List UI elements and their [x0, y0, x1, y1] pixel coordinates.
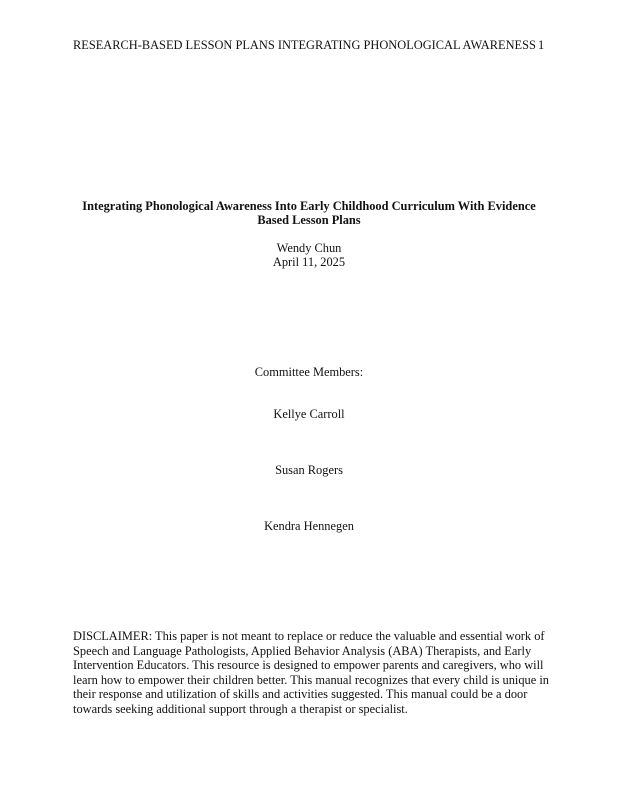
disclaimer-line: DISCLAIMER: This paper is not meant to replace or reduce the valuable and essential work of: [73, 629, 545, 643]
committee-member: Kellye Carroll: [273, 407, 345, 421]
disclaimer-line: Speech and Language Pathologists, Applied Behavior Analysis (ABA) Therapists, and Early: [73, 643, 532, 658]
disclaimer-line: towards seeking additional support through a therapist or specialist.: [73, 701, 408, 716]
disclaimer-paragraph: [73, 629, 549, 717]
date: April 11, 2025: [272, 255, 346, 269]
disclaimer-line: their response and utilization of skills and activities suggested. This manual could be a door: [73, 687, 528, 702]
disclaimer-line: Intervention Educators. This resource is designed to empower parents and caregivers, who will: [73, 658, 544, 673]
committee-member: Susan Rogers: [275, 463, 343, 477]
title-line-2: Based Lesson Plans: [257, 213, 361, 227]
disclaimer-line: learn how to empower their children better. This manual recognizes that every child is unique in: [73, 672, 549, 687]
committee-member: Kendra Hennegen: [264, 519, 354, 533]
author-name: Wendy Chun: [276, 241, 342, 255]
running-head: RESEARCH-BASED LESSON PLANS INTEGRATING PHONOLOGICAL AWARENESS: [73, 38, 536, 52]
title-line-1: Integrating Phonological Awareness Into Early Childhood Curriculum With Evidence: [82, 199, 536, 213]
committee-heading: Committee Members:: [254, 365, 364, 379]
page-number: 1: [538, 38, 545, 52]
